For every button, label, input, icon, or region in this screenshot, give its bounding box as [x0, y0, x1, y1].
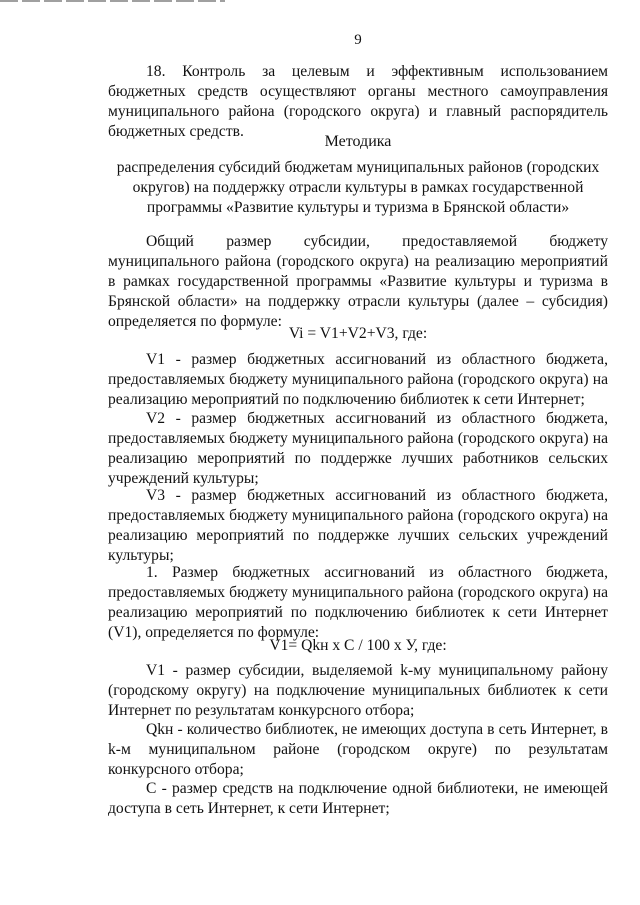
- definition-v2: V2 - размер бюджетных ассигнований из областного бюджета, предоставляемых бюджету муниципального района (городского округа) на реализацию мероприятий по поддержке лучших работников сельских учреждений культуры;: [108, 410, 608, 487]
- page-number: 9: [354, 32, 362, 48]
- paragraph-18: 18. Контроль за целевым и эффективным использованием бюджетных средств осуществляют органы местного самоуправления муниципального района (городского округа) и главный распорядитель бюджетных средств.: [108, 63, 608, 140]
- definition-c: С - размер средств на подключение одной библиотеки, не имеющей доступа в сеть Интернет, к сети Интернет;: [108, 780, 608, 817]
- scan-artifact-line: [0, 0, 225, 2]
- section-subtitle: распределения субсидий бюджетам муниципальных районов (городских округов) на поддержку отрасли культуры в рамках государственной программы «Развитие культуры и туризма в Брянской области»: [116, 159, 600, 216]
- intro-paragraph: Общий размер субсидии, предоставляемой бюджету муниципального района (городского округа) на реализацию мероприятий в рамках государственной программы «Развитие культуры и туризма в Брянской области» на поддержку отрасли культуры (далее – субсидия) определяется по формуле:: [108, 233, 608, 330]
- definition-v1: V1 - размер бюджетных ассигнований из областного бюджета, предоставляемых бюджету муниципального района (городского округа) на реализацию мероприятий по подключению библиотек к сети Интернет;: [108, 351, 608, 408]
- paragraph-1: 1. Размер бюджетных ассигнований из областного бюджета, предоставляемых бюджету муниципального района (городского округа) на реализацию мероприятий по подключению библиотек к сети Интернет (V1), определяется по формуле:: [108, 564, 608, 641]
- formula-main: Vi = V1+V2+V3, где:: [288, 325, 428, 342]
- definition-v3: V3 - размер бюджетных ассигнований из областного бюджета, предоставляемых бюджету муниципального района (городского округа) на реализацию мероприятий по поддержке лучших сельских учреждений культуры;: [108, 487, 608, 564]
- formula-v1: V1= Qkн х С / 100 х У, где:: [269, 637, 447, 654]
- definition-qkn: Qkн - количество библиотек, не имеющих доступа в сеть Интернет, в k-м муниципальном районе (городском округе) по результатам конкурсного отбора;: [108, 721, 608, 778]
- definition-v1-subsidy: V1 - размер субсидии, выделяемой k-му муниципальному району (городскому округу) на подключение муниципальных библиотек к сети Интернет по результатам конкурсного отбора;: [108, 662, 608, 719]
- section-title: Методика: [324, 133, 392, 150]
